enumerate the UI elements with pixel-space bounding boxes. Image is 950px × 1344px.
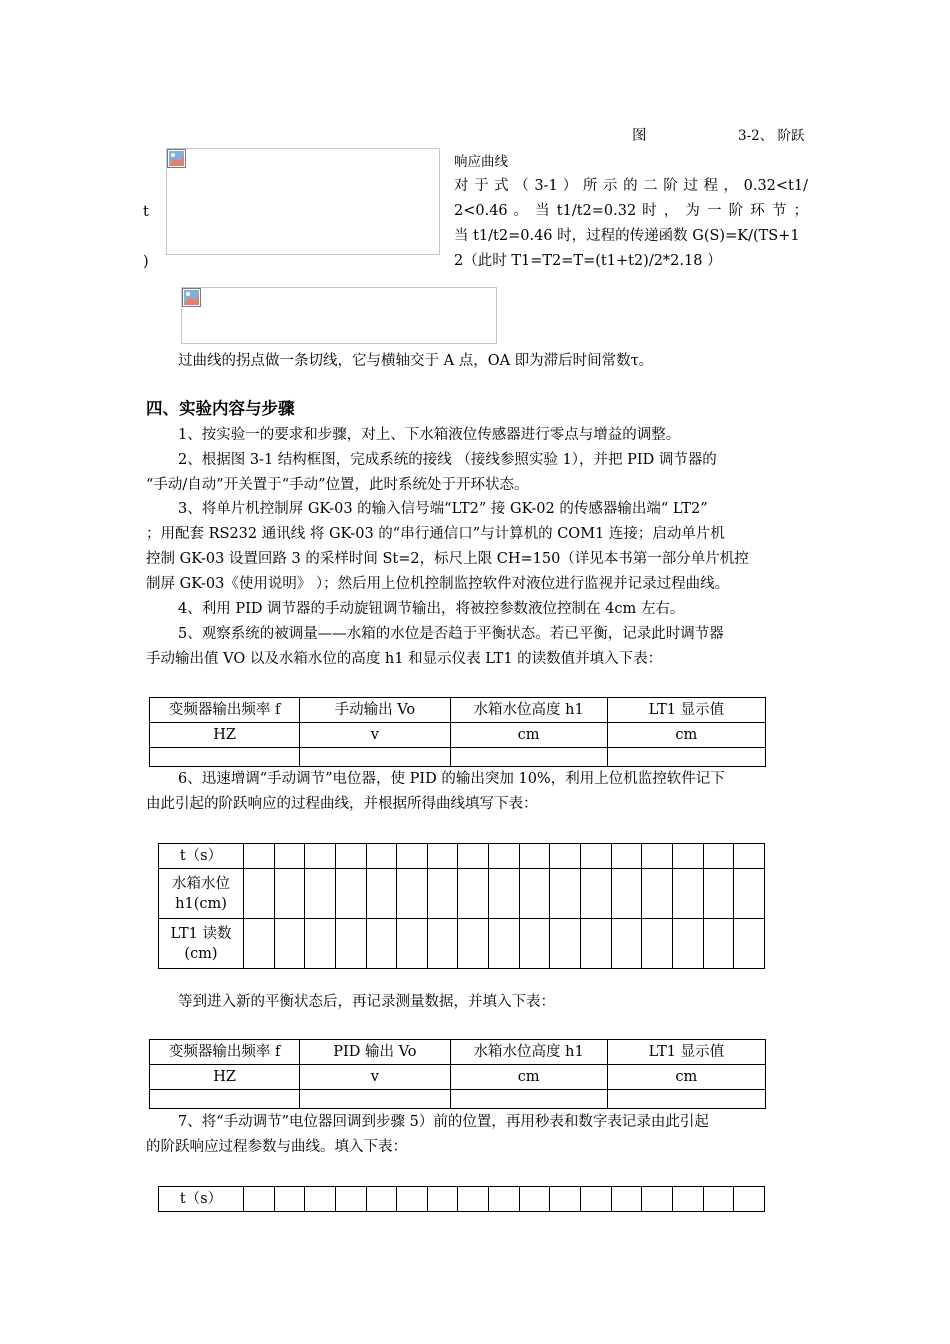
table-empty-cell [672, 919, 703, 969]
table-empty-cell [607, 1090, 765, 1109]
table-empty-cell [734, 1187, 765, 1212]
table-empty-cell [519, 1187, 550, 1212]
table-empty-cell [642, 919, 673, 969]
broken-image-tangent [181, 287, 497, 344]
table-unit-cell: v [300, 1065, 450, 1090]
table-empty-cell [672, 869, 703, 919]
step-3-line3: 控制 GK-03 设置回路 3 的采样时间 St=2，标尺上限 CH=150（详见本书第一部分单片机控 [146, 551, 749, 567]
table-empty-cell [734, 919, 765, 969]
data-table-step-response [158, 843, 765, 969]
table-header-cell: 手动输出 Vo [300, 698, 450, 723]
table-empty-cell [397, 919, 428, 969]
table-empty-cell [335, 869, 366, 919]
table-empty-cell [274, 1187, 305, 1212]
table-empty-cell [489, 919, 520, 969]
table-empty-cell [703, 1187, 734, 1212]
table-header-cell: LT1 显示值 [607, 698, 765, 723]
row-label-line: h1(cm) [175, 895, 227, 912]
table-empty-cell [397, 869, 428, 919]
table-empty-cell [458, 844, 489, 869]
step-3-line4: 制屏 GK-03《使用说明》 ）；然后用上位机控制监控软件对液位进行监视并记录过程曲线。 [146, 576, 730, 592]
table-empty-cell [244, 919, 275, 969]
row-label-line: 水箱水位 [172, 875, 230, 892]
table-empty-cell [703, 869, 734, 919]
table-row [159, 919, 765, 969]
table-empty-cell [581, 844, 612, 869]
side-text-line3: 当 t1/t2=0.46 时，过程的传递函数 G(S)=K/(TS+1 [454, 228, 800, 244]
table-empty-cell [305, 844, 336, 869]
table-empty-cell [611, 919, 642, 969]
section-heading: 四、实验内容与步骤 [146, 399, 295, 418]
table-header-cell: PID 输出 Vo [300, 1040, 450, 1065]
table-unit-cell: cm [450, 723, 607, 748]
table-empty-cell [427, 869, 458, 919]
table-header-cell: 水箱水位高度 h1 [450, 1040, 607, 1065]
table-empty-cell [703, 919, 734, 969]
side-text-line2: 2<0.46 。 当 t1/t2=0.32 时 ， 为 一 阶 环 节 ； [454, 203, 808, 219]
table-empty-cell [642, 869, 673, 919]
table-empty-cell [450, 748, 607, 767]
table-row-label: t（s） [159, 1187, 244, 1212]
table-empty-cell [300, 748, 450, 767]
table-empty-cell [427, 1187, 458, 1212]
table-empty-cell [366, 844, 397, 869]
table-empty-cell [305, 919, 336, 969]
figure-caption-number: 3-2、 阶跃 [738, 128, 805, 144]
table-empty-cell [150, 748, 300, 767]
side-text-line1: 对 于 式 （ 3-1 ） 所 示 的 二 阶 过 程 ， 0.32<t1/ [454, 178, 808, 194]
step-3-line1: 3、将单片机控制屏 GK-03 的输入信号端“LT2” 接 GK-02 的传感器输出端“ LT2” [178, 501, 708, 517]
table-header-cell: 水箱水位高度 h1 [450, 698, 607, 723]
step-7-line1: 7、将“手动调节”电位器回调到步骤 5）前的位置，再用秒表和数字表记录由此引起 [178, 1114, 709, 1130]
table-empty-cell [734, 844, 765, 869]
table-empty-cell [672, 844, 703, 869]
table-row [159, 1187, 765, 1212]
table-empty-cell [607, 748, 765, 767]
margin-t-label: t [143, 204, 149, 220]
table-empty-cell [427, 919, 458, 969]
table-header-cell: 变频器输出频率 f [150, 1040, 300, 1065]
table-empty-cell [397, 1187, 428, 1212]
table-empty-cell [611, 869, 642, 919]
table-row [150, 698, 766, 723]
figure-caption-prefix: 图 [632, 128, 647, 144]
table-empty-cell [244, 844, 275, 869]
table-empty-cell [611, 844, 642, 869]
table-empty-cell [150, 1090, 300, 1109]
table-empty-cell [450, 1090, 607, 1109]
table-header-cell: 变频器输出频率 f [150, 698, 300, 723]
table-empty-cell [489, 869, 520, 919]
table-empty-cell [581, 1187, 612, 1212]
data-table-pid [149, 1039, 766, 1109]
figure-caption-line2: 响应曲线 [454, 154, 508, 170]
table-empty-cell [458, 869, 489, 919]
table-empty-cell [550, 869, 581, 919]
step-2-line1: 2、根据图 3-1 结构框图，完成系统的接线 （接线参照实验 1），并把 PID 调节器的 [178, 452, 717, 468]
table-row [150, 1040, 766, 1065]
table-empty-cell [581, 919, 612, 969]
table-empty-cell [274, 919, 305, 969]
table-unit-cell: HZ [150, 723, 300, 748]
table-empty-cell [611, 1187, 642, 1212]
table-empty-cell [397, 844, 428, 869]
step-1: 1、按实验一的要求和步骤，对上、下水箱液位传感器进行零点与增益的调整。 [178, 427, 681, 443]
table-row [159, 869, 765, 919]
table-empty-cell [244, 869, 275, 919]
step-7-line2: 的阶跃响应过程参数与曲线。填入下表： [146, 1139, 407, 1155]
row-label-line: (cm) [184, 945, 218, 962]
table-empty-cell [642, 1187, 673, 1212]
table-empty-cell [335, 844, 366, 869]
table-row [150, 723, 766, 748]
table-empty-cell [300, 1090, 450, 1109]
step-4: 4、利用 PID 调节器的手动旋钮调节输出，将被控参数液位控制在 4cm 左右。 [178, 601, 685, 617]
table-empty-cell [366, 919, 397, 969]
table-unit-cell: v [300, 723, 450, 748]
table-row-label [159, 919, 244, 969]
table-header-cell: LT1 显示值 [607, 1040, 765, 1065]
table-empty-cell [519, 844, 550, 869]
table-empty-cell [366, 1187, 397, 1212]
balance-text: 等到进入新的平衡状态后，再记录测量数据，并填入下表： [178, 994, 555, 1010]
table-empty-cell [458, 1187, 489, 1212]
table-empty-cell [489, 1187, 520, 1212]
step-5-line2: 手动输出值 VO 以及水箱水位的高度 h1 和显示仪表 LT1 的读数值并填入下表： [146, 651, 663, 667]
table-row [150, 1065, 766, 1090]
broken-image-icon [167, 149, 186, 168]
data-table-return-response [158, 1186, 765, 1212]
table-empty-cell [244, 1187, 275, 1212]
step-6-line2: 由此引起的阶跃响应的过程曲线，并根据所得曲线填写下表： [146, 796, 538, 812]
table-empty-cell [335, 919, 366, 969]
table-empty-cell [519, 919, 550, 969]
table-empty-cell [550, 919, 581, 969]
broken-image-icon [182, 288, 201, 307]
step-5-line1: 5、观察系统的被调量——水箱的水位是否趋于平衡状态。若已平衡，记录此时调节器 [178, 626, 724, 642]
table-empty-cell [489, 844, 520, 869]
table-empty-cell [427, 844, 458, 869]
table-unit-cell: cm [607, 1065, 765, 1090]
step-6-line1: 6、迅速增调“手动调节”电位器，使 PID 的输出突加 10%，利用上位机监控软件记下 [178, 771, 725, 787]
table-unit-cell: HZ [150, 1065, 300, 1090]
step-3-line2: ；用配套 RS232 通讯线 将 GK-03 的“串行通信口”与计算机的 COM1 连接；启动单片机 [146, 526, 725, 542]
table-row-label [159, 869, 244, 919]
table-row [150, 1090, 766, 1109]
side-text-line4: 2（此时 T1=T2=T=(t1+t2)/2*2.18 ） [454, 253, 722, 269]
table-empty-cell [672, 1187, 703, 1212]
tangent-text: 过曲线的拐点做一条切线，它与横轴交于 A 点，OA 即为滞后时间常数τ。 [178, 353, 654, 369]
table-empty-cell [581, 869, 612, 919]
table-empty-cell [550, 1187, 581, 1212]
table-unit-cell: cm [450, 1065, 607, 1090]
table-empty-cell [366, 869, 397, 919]
table-row-label: t（s） [159, 844, 244, 869]
table-unit-cell: cm [607, 723, 765, 748]
table-empty-cell [458, 919, 489, 969]
table-empty-cell [305, 1187, 336, 1212]
data-table-manual [149, 697, 766, 767]
table-empty-cell [335, 1187, 366, 1212]
table-empty-cell [550, 844, 581, 869]
table-empty-cell [274, 869, 305, 919]
row-label-line: LT1 读数 [170, 925, 232, 942]
table-empty-cell [703, 844, 734, 869]
broken-image-step-response [166, 148, 440, 255]
table-empty-cell [519, 869, 550, 919]
table-empty-cell [642, 844, 673, 869]
margin-paren-label: ) [143, 254, 149, 270]
table-row [150, 748, 766, 767]
table-row [159, 844, 765, 869]
table-empty-cell [734, 869, 765, 919]
table-empty-cell [305, 869, 336, 919]
table-empty-cell [274, 844, 305, 869]
step-2-line2: “手动/自动”开关置于“手动”位置，此时系统处于开环状态。 [146, 477, 529, 493]
